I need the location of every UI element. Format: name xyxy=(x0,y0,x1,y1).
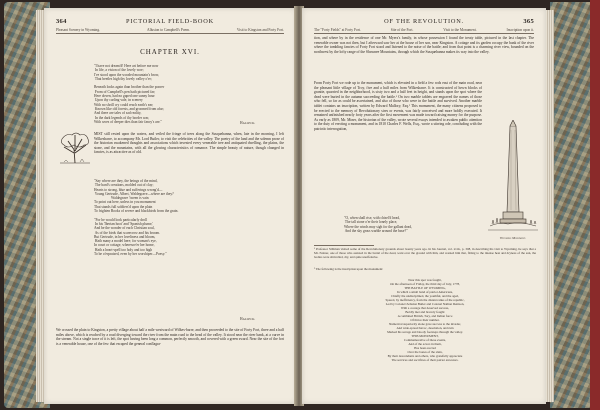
subheads xyxy=(314,28,534,34)
subheads xyxy=(56,28,284,34)
poem-attribution: Halleck. xyxy=(240,121,256,125)
body-paragraph: We crossed the plain to Kingston, a pretty village about half a mile westward of Wilkes-barre, and then proceeded to the site of Forty Fort, three and a half miles above, which is reached by a road diverging toward the river from the main road to the head of the valley. It stood near the river bank, at a curve in the stream. Not a single trace of it is left, the spot having been long a common, perfectly smooth, and covered with a green sward. Near the site of the fort is a venerable house, one of the few that escaped the general conflagra- xyxy=(56,328,284,346)
page-number: 364 xyxy=(56,18,67,25)
left-page xyxy=(44,8,296,404)
footnote: ¹ Professor Silliman visited some of the Revolutionary grounds about twenty years ago. In his Journal, vol. xviii., p. 308, in describing his visit to Wyoming, he says that a Mr. Fenner, one of those who assisted in the burial of the dead, went over the ground with him, and warned him that, fitting to the intense heat and dryness of the sun, the bodies were shrivelled, dry, and quite unoffensive. xyxy=(314,247,536,259)
subhead: Site of the Fort. xyxy=(390,28,414,32)
footnote: ² The following is the inscription upon the monument: xyxy=(314,267,384,271)
subhead: Inscription upon it. xyxy=(506,28,534,32)
subhead: Visit to Kingston and Forty Fort. xyxy=(236,28,284,32)
footnote-rule xyxy=(314,245,374,246)
poem-attribution: Halleck. xyxy=(240,317,256,321)
body-paragraph: From Forty Fort we rode up to the monument, which is elevated in a field a few rods east of the main road, near the pleasant little village of Troy, five and a half miles from Wilkesbarre. It is constructed of hewn blocks of granite, quarried in the neighborhood, is sixty two and a half feet in height, and stands upon the spot where the dead were buried in the autumn succeeding the battle.¹ On two marble tablets are engraved the names of those who fell, so far as could be ascertained, and also of those who were in the battle and survived. Another marble tablet contains an inscription, written by Edward Mallory, Esq.² This monument, the many citizens proposed to be erected to the memory of Revolutionary sires or events, was fairly conceived and more boldly executed. It remained unfinished nearly forty years after the first movement was made toward raising money for the purpose. As early as 1809, Mr. Miner, the historian of the valley, wrote several essays intended to awaken public attention to the duty of erecting a monument, and in 1810 Charles F. Wells, Esq., wrote a stirring ode, concluding with the patriotic interrogation, xyxy=(314,81,482,131)
subhead: The "Forty Fields" at Forty Fort. xyxy=(314,28,361,32)
chapter-title: CHAPTER XVI. xyxy=(140,48,200,56)
subhead: Pleasant Scenery in Wyoming. xyxy=(56,28,101,32)
page-number: 365 xyxy=(523,18,534,25)
epigraph-poem: "I have not dream'd! Here art before me now In life, a vision of the lovely woe; I've stood upon the wooded mountain's brow, That beetles high thy lovely valley o'er; Beneath looks again than brother than the poorer From of Campbell's pen hath pictured far; Here doven, had no gaped one sunny hour Upon thy curling vale, in scenery With no shrill cry could reach earth's ear; Known like old forests, and groomed from afar; And there are tales of sad reality, In the dark legends of thy border war, With woes of deeper dies than fair fancy's are." xyxy=(94,64,165,124)
subhead: Visit to the Monument. xyxy=(443,28,477,32)
running-title: PICTORIAL FIELD-BOOK xyxy=(126,18,214,25)
subhead: Allusion to Campbell's Poem. xyxy=(146,28,190,32)
quoted-poem: "O, when shall rise, with chisel'd head, The tall stone o'er their lonely place, Where the winds may sigh for the gallant dead, And the sky grass warble around the base?" xyxy=(344,216,412,233)
red-cover-edge xyxy=(590,0,600,410)
quoted-poem: "Say where are they, the beings of the mind, The bard's creations, molded out of clay; Hearts to strong, blue and sufferings wrong'd— Young Gertrude, Albert, Waldegrave—where are they? Waldegrave 'tween is vain To point out here, unless in you monument That stands full soldiers'd upon the plain To frighten Books of severe and blackbirds from the grain. "For he would look particularly droll In his 'Iberian hoot' and 'Spanish plume,' And be the wonder of each Christian soul, As of the birds that scarecrow and his broom. But Gertrude, in her loveliness and bloom, Hath many a model here; for woman's eye, In court or cottage, wheresoe'er her home, Hath a heart-spell too holy and too high To be o'erpraised, even by her worshiper—Poesy." xyxy=(94,179,179,257)
monument-caption: Wyoming Monument. xyxy=(499,236,527,240)
body-paragraph: MIST still rested upon the waters, and veiled the fringe of trees along the Susquehanna, when, late in the morning, I left Wilkesbarre, to accompany Mr. Lord Butler, to visit the celebrities of the valley. The poetry of the land and the solemn prose of the historian awakened thoughts and associations which invested every venerable tree and antiquated dwelling, the plains, the stone, and the mountains, with all the glowing characteristics of romance. The simple beauty of nature, though changed in fancies, is as attractive as of old. xyxy=(94,132,284,155)
running-title: OF THE REVOLUTION. xyxy=(384,18,464,25)
monument-inscription: Near this spot was fought, On the afternoon of Friday, the third day of July, 1778, THE BATTLE OF WYOMING, In which a small band of patriot Americans, Chiefly the undisciplined, the youthful, and the aged, Spared, by inefficiency, from the distant ranks of the republic, Led by Colonel Zebulon Butler and Colonel Nathan Denison, With a courage that deserved success, Boldly met and bravely fought A combined British, Tory, and Indian force Of thrice their number. Numerical superiority alone gave success to the invader, And wide-spread havoc, desolation, and ruin Marked his savage and bloody footsteps through the valley. THIS MONUMENT, Commemorative of these events, And of the actors in them, Has been erected Over the bones of the slain, By their descendants and others, who gratefully appreciate The services and sacrifices of their patriot ancestors. xyxy=(385,278,465,362)
tree-vignette-illustration xyxy=(58,129,92,165)
page-edges-right xyxy=(546,10,554,402)
monument-illustration xyxy=(488,120,538,234)
body-paragraph: tion, and where by in the residence of one Mr. Myers's family, in whose possession I found the treaty table, pictured in the last chapter. The venerable owner was not then, but I afterward saw her at the house of her son, near Kingston. A cottage and its garden occupy the bank of the river where the tombling fancies of Forty Fort stood and listened to the noise of the battle; and from that point is a charming river view, bounded on the northwest by the lofty range of the Shawnee Mountains, through which the Susquehanna makes its way into the valley. xyxy=(314,36,534,54)
right-page xyxy=(302,8,546,404)
page-edges-left xyxy=(36,10,44,402)
